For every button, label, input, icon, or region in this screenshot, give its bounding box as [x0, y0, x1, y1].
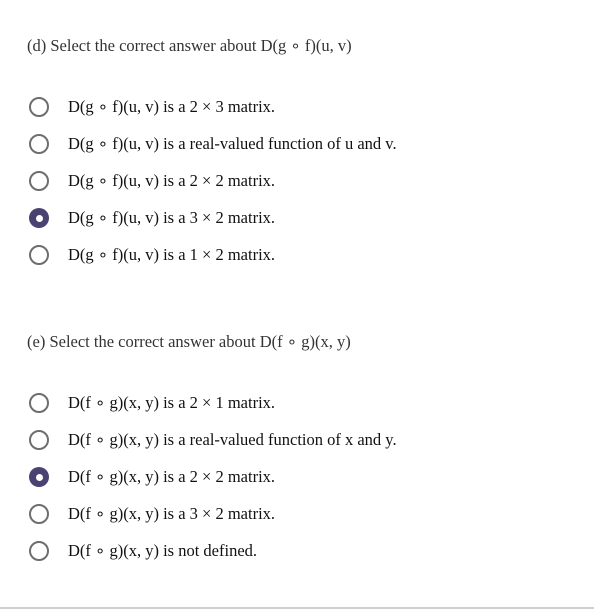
- answer-option-label[interactable]: D(f ∘ g)(x, y) is a 2 × 1 matrix.: [68, 393, 276, 412]
- answer-option-label[interactable]: D(g ∘ f)(u, v) is a 3 × 2 matrix.: [68, 208, 276, 227]
- radio-button[interactable]: [29, 171, 49, 191]
- radio-button[interactable]: [29, 430, 49, 450]
- bottom-divider: [0, 607, 594, 609]
- radio-button[interactable]: [29, 245, 49, 265]
- answer-option[interactable]: [0, 393, 594, 430]
- question-prompt: (e) Select the correct answer about D(f ∘ g)(x, y): [27, 332, 351, 351]
- radio-button[interactable]: [29, 134, 49, 154]
- answer-option[interactable]: [0, 134, 594, 171]
- answer-option-label[interactable]: D(f ∘ g)(x, y) is a 2 × 2 matrix.: [68, 467, 276, 486]
- question-prompt: (d) Select the correct answer about D(g ∘ f)(u, v): [27, 36, 352, 55]
- answer-option-label[interactable]: D(g ∘ f)(u, v) is a 2 × 3 matrix.: [68, 97, 276, 116]
- answer-options: [0, 97, 594, 282]
- answer-option-label[interactable]: D(f ∘ g)(x, y) is a 3 × 2 matrix.: [68, 504, 276, 523]
- answer-option[interactable]: [0, 504, 594, 541]
- answer-option-label[interactable]: D(f ∘ g)(x, y) is not defined.: [68, 541, 258, 560]
- answer-option[interactable]: [0, 541, 594, 578]
- answer-option[interactable]: [0, 467, 594, 504]
- radio-button[interactable]: [29, 541, 49, 561]
- radio-button[interactable]: [29, 208, 49, 228]
- answer-option[interactable]: [0, 245, 594, 282]
- answer-option[interactable]: [0, 97, 594, 134]
- radio-button[interactable]: [29, 97, 49, 117]
- answer-option[interactable]: [0, 171, 594, 208]
- answer-option-label[interactable]: D(g ∘ f)(u, v) is a real-valued function of u and v.: [68, 134, 397, 153]
- answer-options: [0, 393, 594, 578]
- answer-option-label[interactable]: D(g ∘ f)(u, v) is a 2 × 2 matrix.: [68, 171, 276, 190]
- radio-button[interactable]: [29, 504, 49, 524]
- answer-option-label[interactable]: D(f ∘ g)(x, y) is a real-valued function of x and y.: [68, 430, 397, 449]
- answer-option[interactable]: [0, 208, 594, 245]
- radio-button[interactable]: [29, 393, 49, 413]
- radio-button[interactable]: [29, 467, 49, 487]
- answer-option-label[interactable]: D(g ∘ f)(u, v) is a 1 × 2 matrix.: [68, 245, 276, 264]
- answer-option[interactable]: [0, 430, 594, 467]
